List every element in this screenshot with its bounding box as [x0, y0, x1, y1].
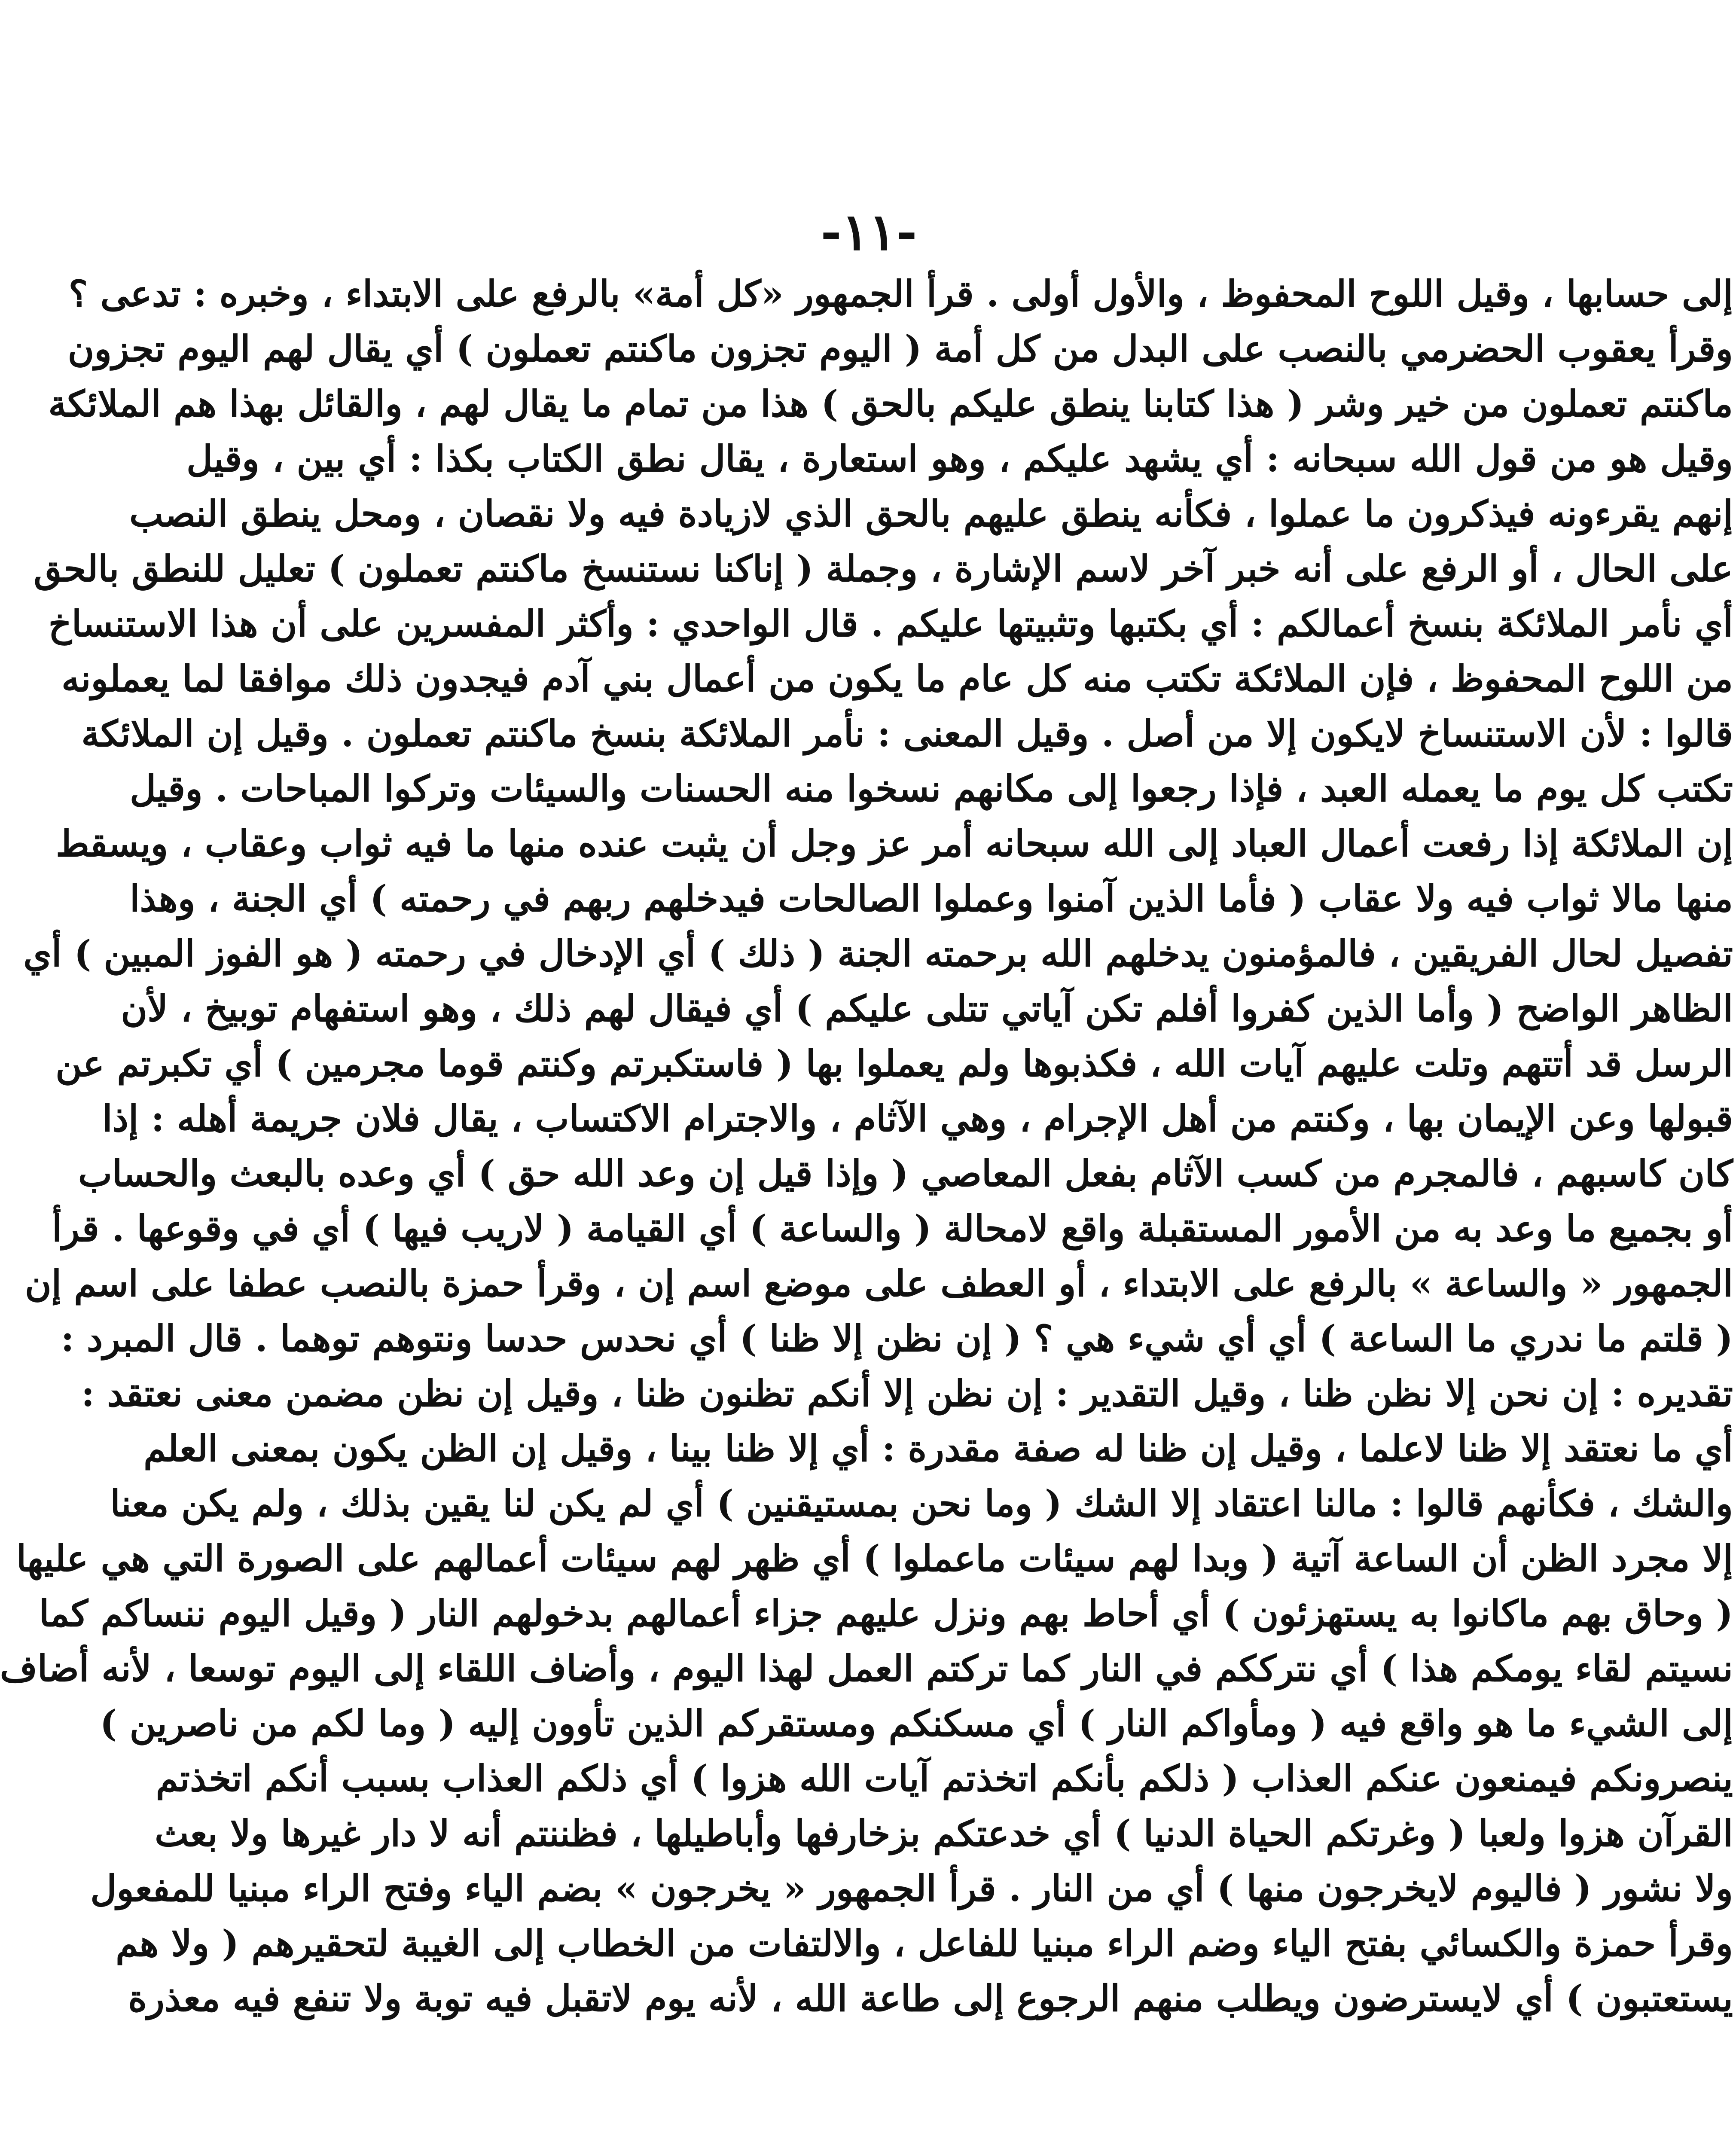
text-line: يستعتبون ) أي لايسترضون ويطلب منهم الرجوع إلى طاعة الله ، لأنه يوم لاتقبل فيه توبة ولا تنفع فيه معذرة [128, 1977, 1733, 2020]
text-line: إلى حسابها ، وقيل اللوح المحفوظ ، والأول أولى . قرأ الجمهور «كل أمة» بالرفع على الابتداء ، وخبره : تدعى ؟ [68, 272, 1733, 315]
text-line: إن الملائكة إذا رفعت أعمال العباد إلى الله سبحانه أمر عز وجل أن يثبت عنده منها ما فيه ثواب وعقاب ، ويسقط [56, 822, 1733, 865]
text-line: الجمهور « والساعة » بالرفع على الابتداء ، أو العطف على موضع اسم إن ، وقرأ حمزة بالنصب عطفا على اسم إن [25, 1262, 1733, 1305]
text-line: كان كاسبهم ، فالمجرم من كسب الآثام بفعل المعاصي ( وإذا قيل إن وعد الله حق ) أي وعده بالبعث والحساب [78, 1152, 1733, 1195]
text-line: الرسل قد أتتهم وتلت عليهم آيات الله ، فكذبوها ولم يعملوا بها ( فاستكبرتم وكنتم قوما مجرمين ) أي تكبرتم عن [55, 1042, 1733, 1085]
text-line: أي ما نعتقد إلا ظنا لاعلما ، وقيل إن ظنا له صفة مقدرة : أي إلا ظنا بينا ، وقيل إن الظن يكون بمعنى العلم [143, 1427, 1733, 1470]
text-line: أو بجميع ما وعد به من الأمور المستقبلة واقع لامحالة ( والساعة ) أي القيامة ( لاريب فيها ) أي في وقوعها . قرأ [52, 1207, 1733, 1250]
text-line: قالوا : لأن الاستنساخ لايكون إلا من أصل . وقيل المعنى : نأمر الملائكة بنسخ ماكنتم تعملون . وقيل إن الملائكة [81, 712, 1733, 755]
text-line: إلى الشيء ما هو واقع فيه ( ومأواكم النار ) أي مسكنكم ومستقركم الذين تأوون إليه ( وما لكم من ناصرين ) [100, 1702, 1733, 1745]
page-number: -١١- [821, 202, 917, 262]
text-line: تكتب كل يوم ما يعمله العبد ، فإذا رجعوا إلى مكانهم نسخوا منه الحسنات والسيئات وتركوا المباحات . وقيل [130, 767, 1733, 810]
text-line: نسيتم لقاء يومكم هذا ) أي نترككم في النار كما تركتم العمل لهذا اليوم ، وأضاف اللقاء إلى اليوم توسعا ، لأنه أضاف [0, 1647, 1733, 1690]
text-line: ( قلتم ما ندري ما الساعة ) أي أي شيء هي ؟ ( إن نظن إلا ظنا ) أي نحدس حدسا ونتوهم توهما . قال المبرد : [61, 1317, 1733, 1360]
text-line: تقديره : إن نحن إلا نظن ظنا ، وقيل التقدير : إن نظن إلا أنكم تظنون ظنا ، وقيل إن نظن مضمن معنى نعتقد : [81, 1372, 1733, 1415]
scanned-page [2, 0, 1736, 2148]
text-line: تفصيل لحال الفريقين ، فالمؤمنون يدخلهم الله برحمته الجنة ( ذلك ) أي الإدخال في رحمته ( هو الفوز المبين ) أي [23, 932, 1733, 975]
text-line: قبولها وعن الإيمان بها ، وكنتم من أهل الإجرام ، وهي الآثام ، والاجترام الاكتساب ، يقال فلان جريمة أهله : إذا [102, 1097, 1733, 1140]
text-line: والشك ، فكأنهم قالوا : مالنا اعتقاد إلا الشك ( وما نحن بمستيقنين ) أي لم يكن لنا يقين بذلك ، ولم يكن معنا [110, 1482, 1733, 1525]
text-line: على الحال ، أو الرفع على أنه خبر آخر لاسم الإشارة ، وجملة ( إناكنا نستنسخ ماكنتم تعملون ) تعليل للنطق بالحق [34, 547, 1733, 590]
text-line: ينصرونكم فيمنعون عنكم العذاب ( ذلكم بأنكم اتخذتم آيات الله هزوا ) أي ذلكم العذاب بسبب أنكم اتخذتم [156, 1757, 1733, 1800]
text-line: من اللوح المحفوظ ، فإن الملائكة تكتب منه كل عام ما يكون من أعمال بني آدم فيجدون ذلك موافقا لما يعملونه [61, 657, 1733, 700]
text-line: إنهم يقرءونه فيذكرون ما عملوا ، فكأنه ينطق عليهم بالحق الذي لازيادة فيه ولا نقصان ، ومحل ينطق النصب [129, 492, 1733, 535]
text-line: ماكنتم تعملون من خير وشر ( هذا كتابنا ينطق عليكم بالحق ) هذا من تمام ما يقال لهم ، والقائل بهذا هم الملائكة [48, 382, 1733, 425]
text-line: أي نأمر الملائكة بنسخ أعمالكم : أي بكتبها وتثبيتها عليكم . قال الواحدي : وأكثر المفسرين على أن هذا الاستنساخ [48, 602, 1733, 645]
text-line: وقرأ حمزة والكسائي بفتح الياء وضم الراء مبنيا للفاعل ، والالتفات من الخطاب إلى الغيبة لتحقيرهم ( ولا هم [116, 1922, 1733, 1965]
text-line: القرآن هزوا ولعبا ( وغرتكم الحياة الدنيا ) أي خدعتكم بزخارفها وأباطيلها ، فظننتم أنه لا دار غيرها ولا بعث [155, 1812, 1733, 1855]
body-text [0, 266, 1733, 2026]
text-line: الظاهر الواضح ( وأما الذين كفروا أفلم تكن آياتي تتلى عليكم ) أي فيقال لهم ذلك ، وهو استفهام توبيخ ، لأن [121, 987, 1733, 1030]
text-line: منها مالا ثواب فيه ولا عقاب ( فأما الذين آمنوا وعملوا الصالحات فيدخلهم ربهم في رحمته ) أي الجنة ، وهذا [130, 877, 1733, 920]
text-line: ولا نشور ( فاليوم لايخرجون منها ) أي من النار . قرأ الجمهور « يخرجون » بضم الياء وفتح الراء مبنيا للمفعول [90, 1867, 1733, 1910]
text-line: إلا مجرد الظن أن الساعة آتية ( وبدا لهم سيئات ماعملوا ) أي ظهر لهم سيئات أعمالهم على الصورة التي هي عليها [16, 1537, 1733, 1580]
text-line: ( وحاق بهم ماكانوا به يستهزئون ) أي أحاط بهم ونزل عليهم جزاء أعمالهم بدخولهم النار ( وقيل اليوم ننساكم كما [39, 1592, 1733, 1635]
text-line: وقرأ يعقوب الحضرمي بالنصب على البدل من كل أمة ( اليوم تجزون ماكنتم تعملون ) أي يقال لهم اليوم تجزون [67, 327, 1733, 370]
text-line: وقيل هو من قول الله سبحانه : أي يشهد عليكم ، وهو استعارة ، يقال نطق الكتاب بكذا : أي بين ، وقيل [186, 437, 1733, 480]
